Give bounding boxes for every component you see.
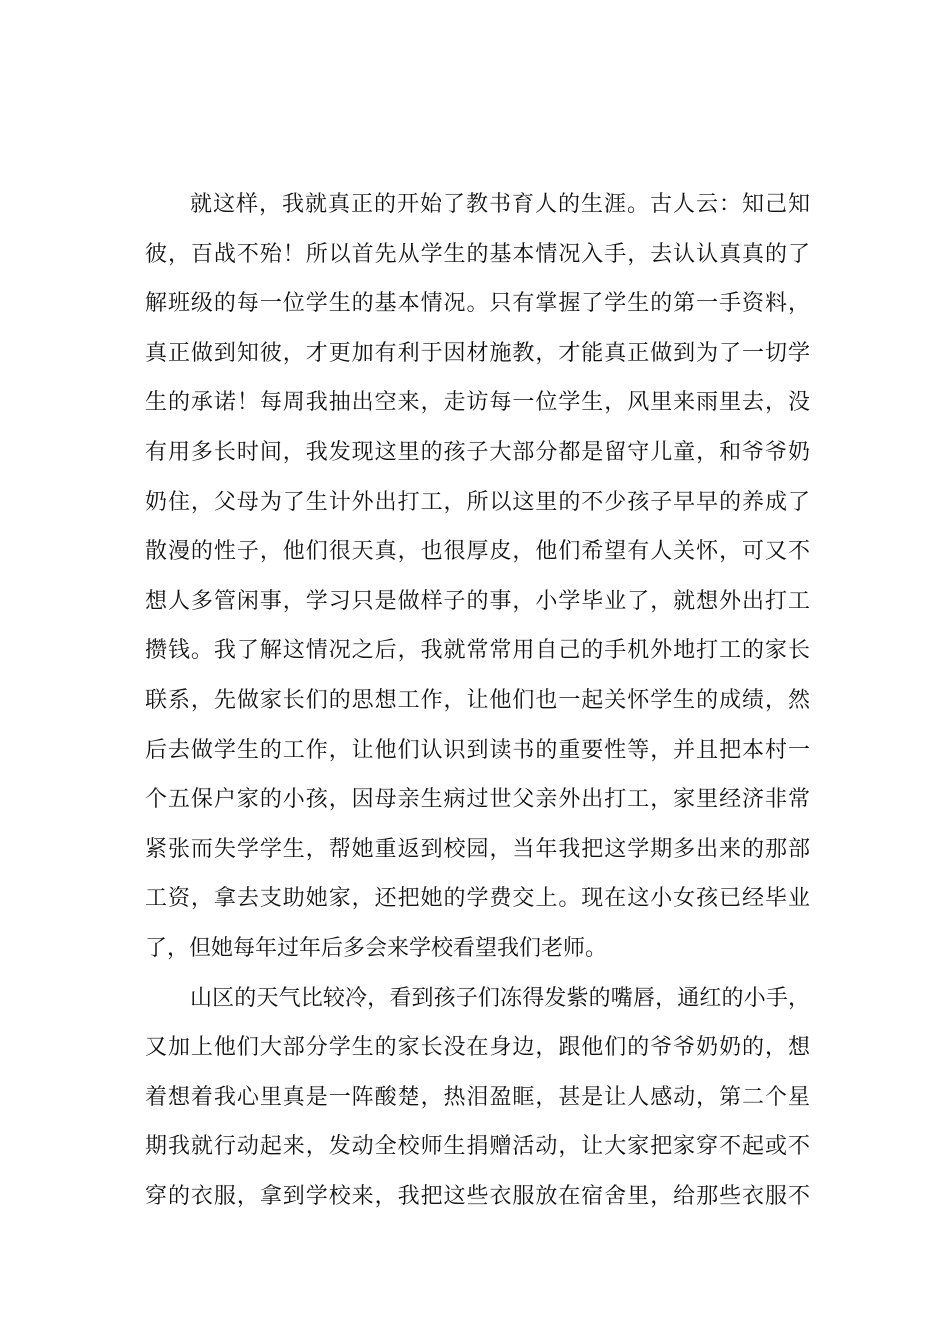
- text-line: 联系，先做家长们的思想工作，让他们也一起关怀学生的成绩，然: [145, 687, 810, 713]
- text-line: 个五保户家的小孩，因母亲生病过世父亲外出打工，家里经济非常: [145, 787, 810, 813]
- text-line: 后去做学生的工作，让他们认识到读书的重要性等，并且把本村一: [145, 737, 810, 763]
- paragraph-2: [145, 974, 810, 1222]
- text-line: 了，但她每年过年后多会来学校看望我们老师。: [145, 935, 608, 961]
- text-line: 解班级的每一位学生的基本情况。只有掌握了学生的第一手资料，: [145, 291, 810, 317]
- text-line: 紧张而失学学生，帮她重返到校园，当年我把这学期多出来的那部: [145, 836, 810, 862]
- text-line: 想人多管闲事，学习只是做样子的事，小学毕业了，就想外出打工: [145, 588, 810, 614]
- text-line: 生的承诺！每周我抽出空来，走访每一位学生，风里来雨里去，没: [145, 390, 810, 416]
- text-line: 真正做到知彼，才更加有利于因材施教，才能真正做到为了一切学: [145, 340, 810, 366]
- text-line: 攒钱。我了解这情况之后，我就常常用自己的手机外地打工的家长: [145, 638, 810, 664]
- text-line: 穿的衣服，拿到学校来，我把这些衣服放在宿舍里，给那些衣服不: [145, 1183, 810, 1209]
- text-line: 又加上他们大部分学生的家长没在身边，跟他们的爷爷奶奶的，想: [145, 1035, 810, 1061]
- text-line: 散漫的性子，他们很天真，也很厚皮，他们希望有人关怀，可又不: [145, 539, 810, 565]
- document-body: [145, 180, 810, 1221]
- text-line: 工资，拿去支助她家，还把她的学费交上。现在这小女孩已经毕业: [145, 886, 810, 912]
- text-line: 着想着我心里真是一阵酸楚，热泪盈眶，甚是让人感动，第二个星: [145, 1084, 810, 1110]
- text-line: 山区的天气比较冷，看到孩子们冻得发紫的嘴唇，通红的小手，: [190, 985, 810, 1011]
- paragraph-1: [145, 180, 810, 974]
- text-line: 就这样，我就真正的开始了教书育人的生涯。古人云：知己知: [190, 192, 810, 217]
- text-line: 期我就行动起来，发动全校师生捐赠活动，让大家把家穿不起或不: [145, 1134, 810, 1160]
- text-line: 彼，百战不殆！所以首先从学生的基本情况入手，去认认真真的了: [145, 241, 810, 267]
- text-line: 有用多长时间，我发现这里的孩子大部分都是留守儿童，和爷爷奶: [145, 439, 810, 465]
- text-line: 奶住，父母为了生计外出打工，所以这里的不少孩子早早的养成了: [145, 489, 810, 515]
